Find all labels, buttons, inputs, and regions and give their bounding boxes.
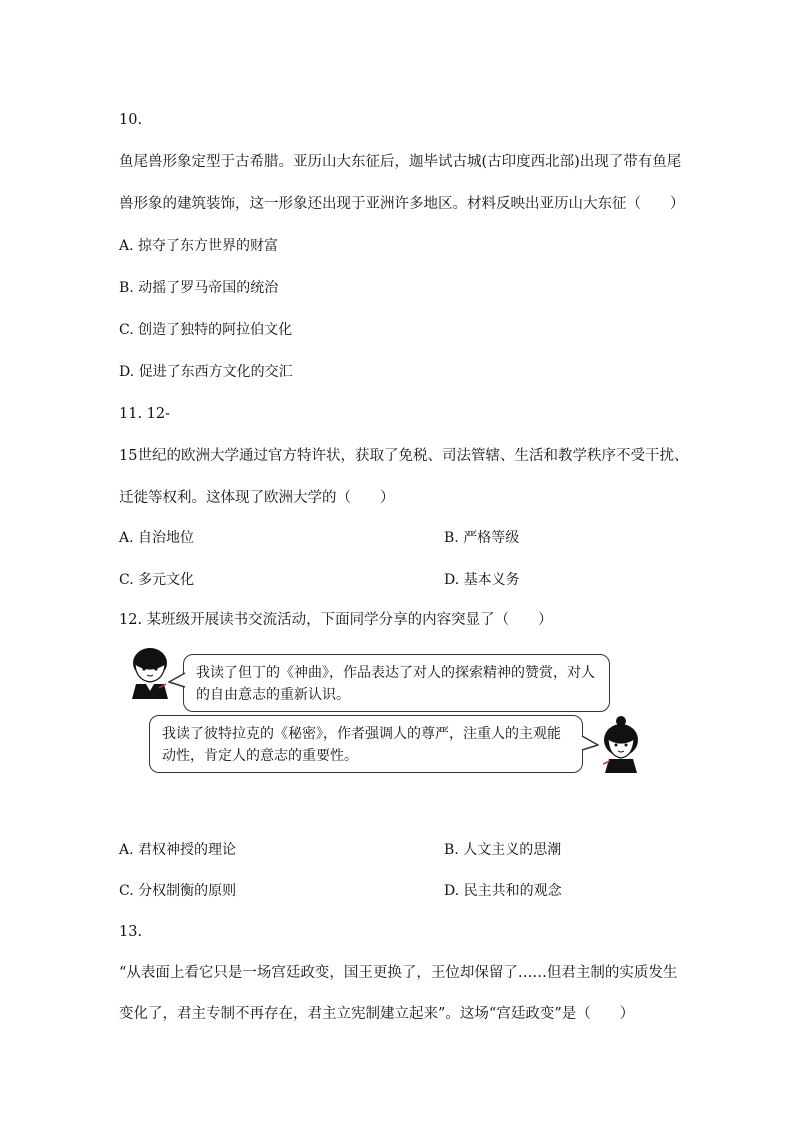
bubble1-tail [168,672,186,690]
q11-option-d [444,570,520,590]
option-text: 分权制衡的原则 [138,883,237,899]
q13-stem-line2: 变化了，君主专制不再存在，君主立宪制建立起来”。这场“宫廷政变”是（ ） [119,1006,635,1022]
option-text: 基本义务 [463,572,520,588]
option-text: 君权神授的理论 [138,842,237,858]
q10-option-d [119,362,293,382]
q10-option-a [119,236,278,256]
option-text: 民主共和的观念 [463,883,562,899]
bubble1-line1: 我读了但丁的《神曲》，作品表达了对人的探索精神的赞赏，对人 [196,665,595,681]
q11-stem-line2: 迁徙等权利。这体现了欧洲大学的（ ） [119,490,395,506]
option-text: 严格等级 [463,530,520,546]
q10-option-c [119,320,292,340]
speech-bubble-dante [183,654,610,712]
option-letter: B. [119,280,134,296]
speech-bubble-petrarch [149,715,583,773]
q10-stem-line1: 鱼尾兽形象定型于古希腊。亚历山大东征后，迦毕试古城(古印度西北部)出现了带有鱼尾 [119,154,682,170]
q11-option-b [444,528,519,548]
q10-number: 10. [119,112,143,128]
option-text: 自治地位 [138,530,195,546]
q12-stem: 12. 某班级开展读书交流活动，下面同学分享的内容突显了（ ） [119,612,553,628]
option-text: 促进了东西方文化的交汇 [138,364,293,380]
q11-option-a [119,528,194,548]
q13-stem-line1: “从表面上看它只是一场宫廷政变，国王更换了，王位却保留了……但君主制的实质发生 [119,965,678,981]
boy-avatar-icon [126,644,174,700]
option-text: 掠夺了东方世界的财富 [138,238,279,254]
q12-option-b [444,840,561,860]
option-letter: C. [119,572,134,588]
option-letter: C. [119,883,134,899]
option-letter: D. [444,572,460,588]
option-letter: A. [119,842,134,858]
q13-number: 13. [119,924,143,940]
q11-stem-line1: 15世纪的欧洲大学通过官方特许状，获取了免税、司法管辖、生活和教学秩序不受干扰、 [119,448,689,464]
q12-option-a [119,840,236,860]
option-text: 多元文化 [138,572,195,588]
option-letter: B. [444,842,459,858]
girl-avatar-icon [597,714,645,774]
option-letter: A. [119,530,134,546]
bubble2-line2: 动性，肯定人的意志的重要性。 [162,748,358,764]
q11-number: 11. 12- [119,406,171,422]
q11-option-c [119,570,194,590]
q10-stem-line2: 兽形象的建筑装饰，这一形象还出现于亚洲许多地区。材料反映出亚历山大东征（ ） [119,196,685,212]
option-text: 动摇了罗马帝国的统治 [138,280,279,296]
bubble2-line1: 我读了彼特拉克的《秘密》，作者强调人的尊严，注重人的主观能 [162,726,561,742]
bubble1-line2: 的自由意志的重新认识。 [196,687,350,703]
option-text: 人文主义的思潮 [463,842,562,858]
option-letter: B. [444,530,459,546]
q12-option-c [119,881,236,901]
option-text: 创造了独特的阿拉伯文化 [138,322,293,338]
option-letter: C. [119,322,134,338]
q12-option-d [444,881,562,901]
option-letter: D. [444,883,460,899]
q10-option-b [119,278,278,298]
option-letter: D. [119,364,135,380]
option-letter: A. [119,238,134,254]
